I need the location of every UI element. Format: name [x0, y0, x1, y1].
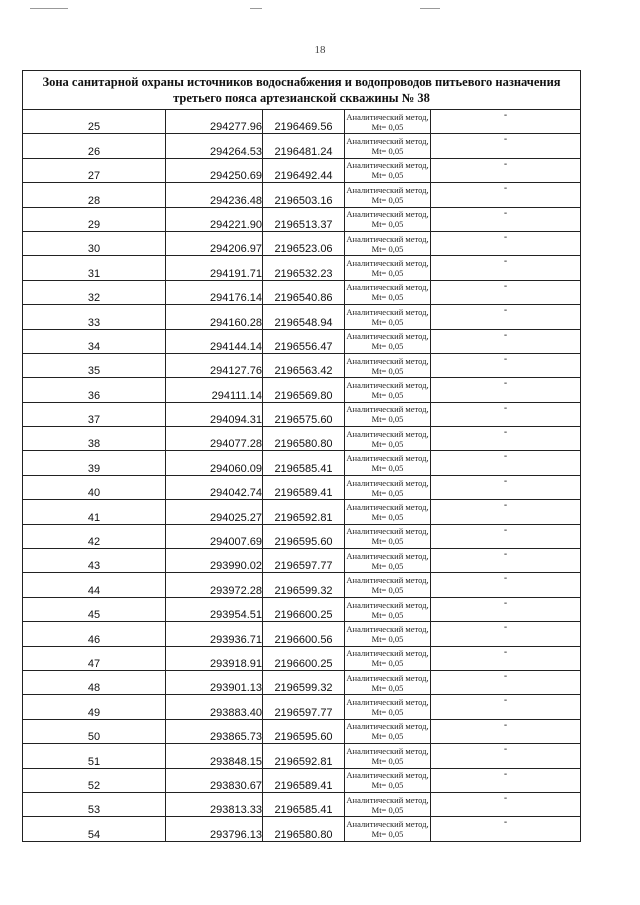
determination-method — [345, 670, 431, 694]
note-cell: - — [431, 549, 581, 573]
determination-method — [345, 475, 431, 499]
coordinate-y: 2196600.56 — [263, 622, 345, 646]
method-accuracy: Mt= 0,05 — [371, 585, 404, 596]
coordinate-x: 294160.28 — [166, 305, 263, 329]
coordinate-x: 294094.31 — [166, 402, 263, 426]
determination-method — [345, 353, 431, 377]
note-cell: - — [431, 378, 581, 402]
point-number: 45 — [23, 597, 166, 621]
coordinate-x: 294077.28 — [166, 427, 263, 451]
note-cell: - — [431, 231, 581, 255]
coordinate-x: 294236.48 — [166, 183, 263, 207]
coordinate-x: 294111.14 — [166, 378, 263, 402]
method-accuracy: Mt= 0,05 — [371, 243, 404, 254]
point-number: 48 — [23, 670, 166, 694]
page-number: 18 — [314, 44, 326, 56]
method-accuracy: Mt= 0,05 — [371, 316, 404, 327]
table-row — [23, 695, 581, 719]
method-accuracy: Mt= 0,05 — [371, 633, 404, 644]
method-name: Аналитический метод, — [346, 477, 429, 488]
method-name: Аналитический метод, — [346, 233, 429, 244]
table-row — [23, 670, 581, 694]
note-cell: - — [431, 573, 581, 597]
point-number: 42 — [23, 524, 166, 548]
determination-method — [345, 427, 431, 451]
determination-method — [345, 768, 431, 792]
coordinate-x: 294144.14 — [166, 329, 263, 353]
coordinate-y: 2196556.47 — [263, 329, 345, 353]
table-row — [23, 573, 581, 597]
determination-method — [345, 231, 431, 255]
note-cell: - — [431, 792, 581, 816]
method-accuracy: Mt= 0,05 — [371, 146, 404, 157]
scan-mark-right — [420, 8, 440, 9]
table-row — [23, 549, 581, 573]
method-accuracy: Mt= 0,05 — [371, 560, 404, 571]
method-accuracy: Mt= 0,05 — [371, 829, 404, 840]
coordinate-y: 2196503.16 — [263, 183, 345, 207]
method-accuracy: Mt= 0,05 — [371, 170, 404, 181]
method-name: Аналитический метод, — [346, 160, 429, 171]
coordinate-x: 294250.69 — [166, 158, 263, 182]
method-name: Аналитический метод, — [346, 648, 429, 659]
table-row — [23, 183, 581, 207]
point-number: 46 — [23, 622, 166, 646]
coordinate-x: 293936.71 — [166, 622, 263, 646]
method-name: Аналитический метод, — [346, 184, 429, 195]
note-cell: - — [431, 817, 581, 841]
coordinate-x: 294264.53 — [166, 134, 263, 158]
coordinate-y: 2196599.32 — [263, 573, 345, 597]
coordinates-table — [22, 70, 581, 842]
determination-method — [345, 134, 431, 158]
point-number: 31 — [23, 256, 166, 280]
coordinate-x: 293972.28 — [166, 573, 263, 597]
determination-method — [345, 378, 431, 402]
coordinate-y: 2196589.41 — [263, 475, 345, 499]
table-title — [23, 71, 581, 110]
note-cell: - — [431, 280, 581, 304]
method-name: Аналитический метод, — [346, 794, 429, 805]
coordinate-y: 2196575.60 — [263, 402, 345, 426]
table-row — [23, 451, 581, 475]
determination-method — [345, 524, 431, 548]
table-row — [23, 110, 581, 134]
point-number: 53 — [23, 792, 166, 816]
note-cell: - — [431, 744, 581, 768]
point-number: 49 — [23, 695, 166, 719]
coordinate-y: 2196580.80 — [263, 817, 345, 841]
method-name: Аналитический метод, — [346, 306, 429, 317]
point-number: 25 — [23, 110, 166, 134]
scan-mark-mid — [250, 8, 262, 9]
method-name: Аналитический метод, — [346, 575, 429, 586]
determination-method — [345, 719, 431, 743]
method-name: Аналитический метод, — [346, 428, 429, 439]
determination-method — [345, 573, 431, 597]
table-row — [23, 353, 581, 377]
table-row — [23, 329, 581, 353]
determination-method — [345, 183, 431, 207]
coordinate-x: 293990.02 — [166, 549, 263, 573]
note-cell: - — [431, 622, 581, 646]
coordinate-y: 2196580.80 — [263, 427, 345, 451]
coordinate-y: 2196492.44 — [263, 158, 345, 182]
table-row — [23, 500, 581, 524]
coordinate-x: 293901.13 — [166, 670, 263, 694]
table-row — [23, 378, 581, 402]
note-cell: - — [431, 353, 581, 377]
table-row — [23, 280, 581, 304]
point-number: 40 — [23, 475, 166, 499]
method-accuracy: Mt= 0,05 — [371, 658, 404, 669]
method-accuracy: Mt= 0,05 — [371, 804, 404, 815]
determination-method — [345, 549, 431, 573]
method-name: Аналитический метод, — [346, 550, 429, 561]
table-row — [23, 524, 581, 548]
determination-method — [345, 792, 431, 816]
point-number: 30 — [23, 231, 166, 255]
title-line-2: третьего пояса артезианской скважины № 38 — [173, 91, 430, 105]
point-number: 33 — [23, 305, 166, 329]
method-accuracy: Mt= 0,05 — [371, 414, 404, 425]
coordinate-y: 2196589.41 — [263, 768, 345, 792]
coordinate-y: 2196585.41 — [263, 792, 345, 816]
note-cell: - — [431, 670, 581, 694]
method-name: Аналитический метод, — [346, 453, 429, 464]
coordinate-y: 2196595.60 — [263, 719, 345, 743]
coordinate-y: 2196597.77 — [263, 549, 345, 573]
coordinate-x: 293813.33 — [166, 792, 263, 816]
method-name: Аналитический метод, — [346, 526, 429, 537]
table-row — [23, 792, 581, 816]
table-row — [23, 744, 581, 768]
coordinate-y: 2196599.32 — [263, 670, 345, 694]
title-row — [23, 71, 581, 110]
method-name: Аналитический метод, — [346, 282, 429, 293]
point-number: 27 — [23, 158, 166, 182]
determination-method — [345, 402, 431, 426]
table-row — [23, 256, 581, 280]
table-row — [23, 622, 581, 646]
method-name: Аналитический метод, — [346, 258, 429, 269]
point-number: 26 — [23, 134, 166, 158]
method-accuracy: Mt= 0,05 — [371, 194, 404, 205]
method-name: Аналитический метод, — [346, 770, 429, 781]
table-body — [23, 71, 581, 842]
method-name: Аналитический метод, — [346, 111, 429, 122]
point-number: 47 — [23, 646, 166, 670]
coordinate-y: 2196600.25 — [263, 597, 345, 621]
determination-method — [345, 646, 431, 670]
determination-method — [345, 280, 431, 304]
point-number: 37 — [23, 402, 166, 426]
method-name: Аналитический метод, — [346, 672, 429, 683]
coordinate-y: 2196540.86 — [263, 280, 345, 304]
note-cell: - — [431, 500, 581, 524]
method-accuracy: Mt= 0,05 — [371, 511, 404, 522]
method-accuracy: Mt= 0,05 — [371, 731, 404, 742]
determination-method — [345, 207, 431, 231]
method-accuracy: Mt= 0,05 — [371, 389, 404, 400]
method-name: Аналитический метод, — [346, 501, 429, 512]
coordinate-x: 293883.40 — [166, 695, 263, 719]
coordinate-y: 2196592.81 — [263, 744, 345, 768]
determination-method — [345, 597, 431, 621]
point-number: 51 — [23, 744, 166, 768]
coordinate-y: 2196585.41 — [263, 451, 345, 475]
note-cell: - — [431, 427, 581, 451]
determination-method — [345, 158, 431, 182]
method-accuracy: Mt= 0,05 — [371, 536, 404, 547]
point-number: 38 — [23, 427, 166, 451]
method-name: Аналитический метод, — [346, 136, 429, 147]
method-accuracy: Mt= 0,05 — [371, 438, 404, 449]
point-number: 50 — [23, 719, 166, 743]
coordinate-y: 2196600.25 — [263, 646, 345, 670]
determination-method — [345, 305, 431, 329]
method-name: Аналитический метод, — [346, 331, 429, 342]
note-cell: - — [431, 719, 581, 743]
note-cell: - — [431, 646, 581, 670]
point-number: 28 — [23, 183, 166, 207]
point-number: 36 — [23, 378, 166, 402]
method-accuracy: Mt= 0,05 — [371, 755, 404, 766]
determination-method — [345, 451, 431, 475]
method-name: Аналитический метод, — [346, 209, 429, 220]
table-row — [23, 768, 581, 792]
note-cell: - — [431, 329, 581, 353]
coordinate-x: 294277.96 — [166, 110, 263, 134]
table-row — [23, 427, 581, 451]
method-accuracy: Mt= 0,05 — [371, 707, 404, 718]
determination-method — [345, 622, 431, 646]
determination-method — [345, 695, 431, 719]
coordinate-x: 294060.09 — [166, 451, 263, 475]
table-row — [23, 719, 581, 743]
table-row — [23, 817, 581, 841]
point-number: 29 — [23, 207, 166, 231]
determination-method — [345, 744, 431, 768]
note-cell: - — [431, 305, 581, 329]
determination-method — [345, 110, 431, 134]
table-row — [23, 402, 581, 426]
point-number: 39 — [23, 451, 166, 475]
coordinate-y: 2196569.80 — [263, 378, 345, 402]
coordinate-x: 294042.74 — [166, 475, 263, 499]
point-number: 43 — [23, 549, 166, 573]
coordinate-x: 294221.90 — [166, 207, 263, 231]
coordinate-x: 294191.71 — [166, 256, 263, 280]
scan-mark-left — [30, 8, 68, 9]
note-cell: - — [431, 451, 581, 475]
method-accuracy: Mt= 0,05 — [371, 682, 404, 693]
note-cell: - — [431, 475, 581, 499]
note-cell: - — [431, 768, 581, 792]
method-name: Аналитический метод, — [346, 599, 429, 610]
determination-method — [345, 500, 431, 524]
coordinate-y: 2196563.42 — [263, 353, 345, 377]
point-number: 35 — [23, 353, 166, 377]
note-cell: - — [431, 134, 581, 158]
method-name: Аналитический метод, — [346, 379, 429, 390]
note-cell: - — [431, 110, 581, 134]
method-accuracy: Mt= 0,05 — [371, 463, 404, 474]
note-cell: - — [431, 524, 581, 548]
point-number: 34 — [23, 329, 166, 353]
coordinate-y: 2196548.94 — [263, 305, 345, 329]
method-name: Аналитический метод, — [346, 697, 429, 708]
point-number: 52 — [23, 768, 166, 792]
coordinate-y: 2196532.23 — [263, 256, 345, 280]
coordinate-x: 294127.76 — [166, 353, 263, 377]
coordinate-x: 294025.27 — [166, 500, 263, 524]
coordinate-x: 293954.51 — [166, 597, 263, 621]
note-cell: - — [431, 207, 581, 231]
method-accuracy: Mt= 0,05 — [371, 219, 404, 230]
coordinate-x: 293830.67 — [166, 768, 263, 792]
coordinate-y: 2196469.56 — [263, 110, 345, 134]
table-row — [23, 134, 581, 158]
method-accuracy: Mt= 0,05 — [371, 487, 404, 498]
note-cell: - — [431, 597, 581, 621]
table-row — [23, 207, 581, 231]
note-cell: - — [431, 256, 581, 280]
method-name: Аналитический метод, — [346, 721, 429, 732]
coordinate-y: 2196595.60 — [263, 524, 345, 548]
method-accuracy: Mt= 0,05 — [371, 341, 404, 352]
point-number: 54 — [23, 817, 166, 841]
method-accuracy: Mt= 0,05 — [371, 365, 404, 376]
point-number: 41 — [23, 500, 166, 524]
table-row — [23, 158, 581, 182]
table-row — [23, 646, 581, 670]
coordinate-x: 294206.97 — [166, 231, 263, 255]
point-number: 44 — [23, 573, 166, 597]
title-line-1: Зона санитарной охраны источников водоснабжения и водопроводов питьевого назначения — [42, 75, 561, 89]
point-number: 32 — [23, 280, 166, 304]
note-cell: - — [431, 158, 581, 182]
method-name: Аналитический метод, — [346, 355, 429, 366]
determination-method — [345, 817, 431, 841]
method-accuracy: Mt= 0,05 — [371, 121, 404, 132]
method-name: Аналитический метод, — [346, 404, 429, 415]
determination-method — [345, 256, 431, 280]
method-accuracy: Mt= 0,05 — [371, 292, 404, 303]
coordinate-y: 2196481.24 — [263, 134, 345, 158]
note-cell: - — [431, 183, 581, 207]
coordinate-x: 293865.73 — [166, 719, 263, 743]
coordinate-y: 2196597.77 — [263, 695, 345, 719]
note-cell: - — [431, 695, 581, 719]
table-row — [23, 305, 581, 329]
table-row — [23, 475, 581, 499]
coordinate-y: 2196592.81 — [263, 500, 345, 524]
method-name: Аналитический метод, — [346, 623, 429, 634]
coordinate-y: 2196513.37 — [263, 207, 345, 231]
table-row — [23, 597, 581, 621]
coordinate-x: 293918.91 — [166, 646, 263, 670]
method-name: Аналитический метод, — [346, 819, 429, 830]
note-cell: - — [431, 402, 581, 426]
coordinate-y: 2196523.06 — [263, 231, 345, 255]
coordinate-x: 294176.14 — [166, 280, 263, 304]
method-accuracy: Mt= 0,05 — [371, 609, 404, 620]
method-name: Аналитический метод, — [346, 745, 429, 756]
table-row — [23, 231, 581, 255]
method-accuracy: Mt= 0,05 — [371, 268, 404, 279]
method-accuracy: Mt= 0,05 — [371, 780, 404, 791]
determination-method — [345, 329, 431, 353]
coordinate-x: 293848.15 — [166, 744, 263, 768]
coordinate-x: 293796.13 — [166, 817, 263, 841]
coordinate-x: 294007.69 — [166, 524, 263, 548]
